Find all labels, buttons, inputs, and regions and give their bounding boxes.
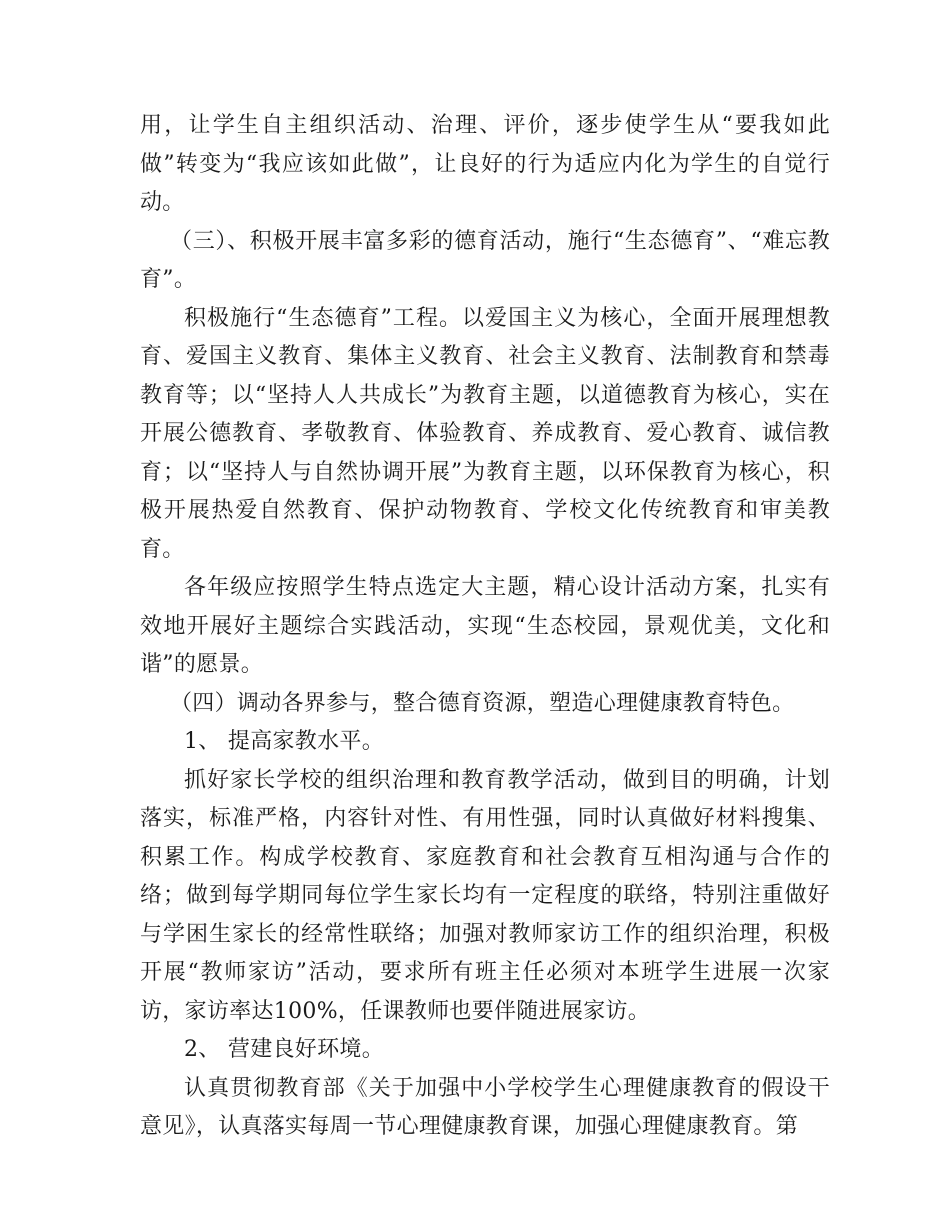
paragraph-eco-moral-education: 积极施行“生态德育”工程。以爱国主义为核心，全面开展理想教育、爱国主义教育、集体主义教育、社会主义教育、法制教育和禁毒教育等；以“坚持人人共成长”为教育主题，以道德教育为核心，实在开展公德教育、孝敬教育、体验教育、养成教育、爱心教育、诚信教育；以“坚持人与自然协调开展”为教育主题，以环保教育为核心，积极开展热爱自然教育、保护动物教育、学校文化传统教育和审美教育。 xyxy=(140,305,830,562)
list-item-two: 2、 营建良好环境。 xyxy=(184,1037,384,1062)
document-body xyxy=(140,107,830,1147)
paragraph-parent-school: 抓好家长学校的组织治理和教育教学活动，做到目的明确，计划落实，标准严格，内容针对性、有用性强，同时认真做好材料搜集、积累工作。构成学校教育、家庭教育和社会教育互相沟通与合作的络；做到每学期同每位学生家长均有一定程度的联络，特别注重做好与学困生家长的经常性联络；加强对教师家访工作的组织治理，积极开展“教师家访”活动，要求所有班主任必须对本班学生进展一次家访，家访率达100%，任课教师也要伴随进展家访。 xyxy=(140,767,830,1024)
section-heading-four: （四）调动各界参与，整合德育资源，塑造心理健康教育特色。 xyxy=(170,690,795,716)
paragraph-continuation: 用，让学生自主组织活动、治理、评价，逐步使学生从“要我如此做”转变为“我应该如此做”，让良好的行为适应内化为学生的自觉行动。 xyxy=(140,113,830,215)
paragraph-grade-themes: 各年级应按照学生特点选定大主题，精心设计活动方案，扎实有效地开展好主题综合实践活动，实现“生态校园，景观优美，文化和谐”的愿景。 xyxy=(140,575,830,677)
paragraph-mental-health: 认真贯彻教育部《关于加强中小学校学生心理健康教育的假设干意见》，认真落实每周一节心理健康教育课，加强心理健康教育。第 xyxy=(140,1075,830,1139)
section-heading-three: （三）、积极开展丰富多彩的德育活动，施行“生态德育”、“难忘教育”。 xyxy=(140,228,830,292)
list-item-one: 1、 提高家教水平。 xyxy=(184,729,384,754)
